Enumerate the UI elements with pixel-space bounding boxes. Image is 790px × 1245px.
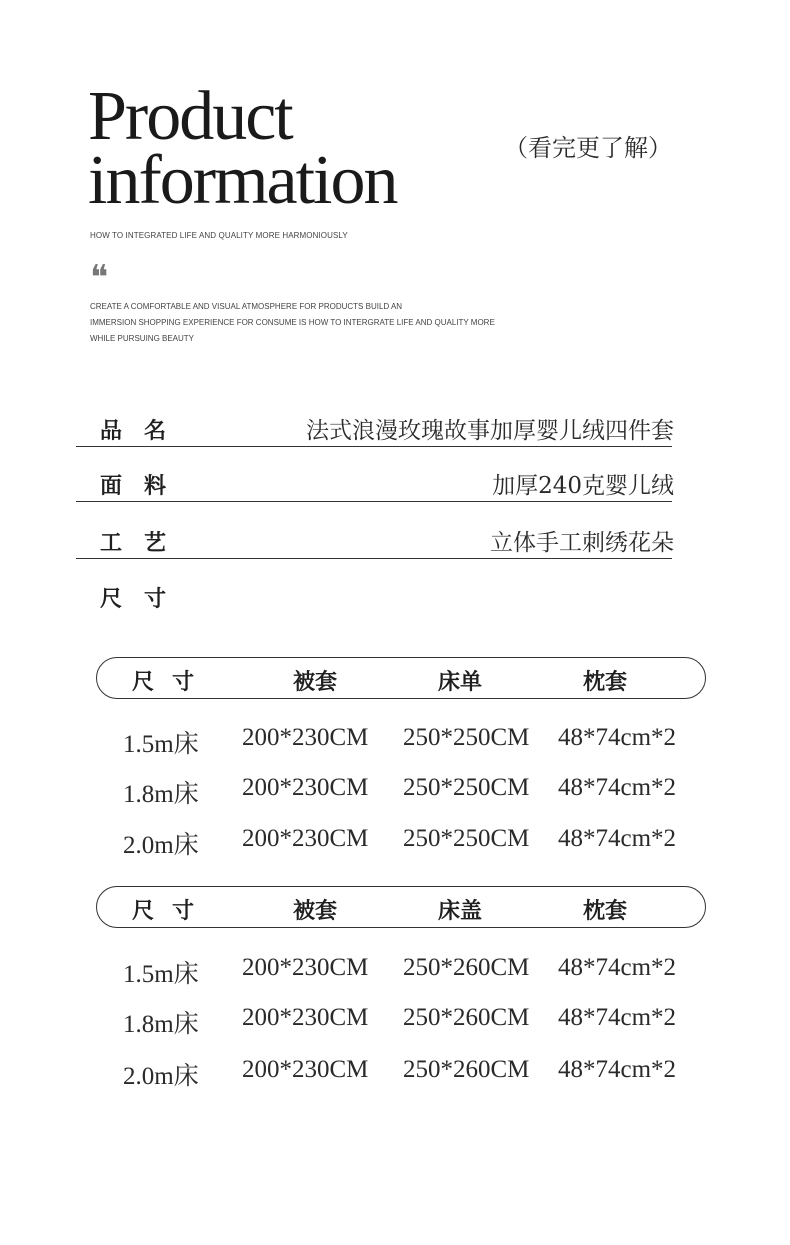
info-value: 法式浪漫玫瑰故事加厚婴儿绒四件套 xyxy=(306,418,674,444)
description-line: IMMERSION SHOPPING EXPERIENCE FOR CONSUME IS HOW TO INTERGRATE LIFE AND QUALITY MORE xyxy=(90,318,495,327)
description-line: CREATE A COMFORTABLE AND VISUAL ATMOSPHERE FOR PRODUCTS BUILD AN xyxy=(90,302,403,311)
read-more-hint: （看完更了解） xyxy=(504,134,672,162)
table-cell: 200*230CM xyxy=(242,954,369,981)
table-cell: 48*74cm*2 xyxy=(558,825,677,852)
info-label: 面料 xyxy=(100,474,189,499)
table-header-cell: 被套 xyxy=(292,899,338,924)
info-label: 品名 xyxy=(100,419,189,444)
table-cell: 200*230CM xyxy=(242,825,369,852)
size-table-header xyxy=(96,886,706,928)
info-row-name xyxy=(76,410,672,447)
table-cell: 48*74cm*2 xyxy=(558,1056,677,1083)
table-header-cell: 被套 xyxy=(292,670,338,695)
info-label: 尺寸 xyxy=(100,587,189,612)
table-cell: 1.8m床 xyxy=(123,781,199,808)
info-value: 立体手工刺绣花朵 xyxy=(490,530,674,556)
table-cell: 2.0m床 xyxy=(123,1063,199,1090)
table-cell: 200*230CM xyxy=(242,1056,369,1083)
table-cell: 200*230CM xyxy=(242,1004,369,1031)
table-cell: 250*260CM xyxy=(403,1004,530,1031)
size-table-header xyxy=(96,657,706,699)
table-cell: 200*230CM xyxy=(242,774,369,801)
table-cell: 200*230CM xyxy=(242,724,369,751)
table-row xyxy=(0,825,790,859)
table-cell: 1.8m床 xyxy=(123,1011,199,1038)
table-cell: 1.5m床 xyxy=(123,961,199,988)
info-row-fabric xyxy=(76,465,672,502)
table-cell: 250*250CM xyxy=(403,724,530,751)
table-header-cell: 枕套 xyxy=(582,670,628,695)
table-row xyxy=(0,954,790,988)
quote-icon: ❝ xyxy=(90,260,109,297)
table-cell: 2.0m床 xyxy=(123,832,199,859)
info-row-size xyxy=(76,578,672,614)
tagline: HOW TO INTEGRATED LIFE AND QUALITY MORE HARMONIOUSLY xyxy=(90,231,348,240)
table-cell: 48*74cm*2 xyxy=(558,954,677,981)
table-cell: 1.5m床 xyxy=(123,731,199,758)
table-cell: 250*250CM xyxy=(403,825,530,852)
table-cell: 250*250CM xyxy=(403,774,530,801)
title-information: information xyxy=(88,142,397,219)
table-row xyxy=(0,724,790,758)
info-label: 工艺 xyxy=(100,531,189,556)
info-value: 加厚240克婴儿绒 xyxy=(492,473,674,499)
table-header-cell: 尺寸 xyxy=(131,670,213,695)
table-row xyxy=(0,1056,790,1090)
table-cell: 48*74cm*2 xyxy=(558,774,677,801)
table-header-cell: 床盖 xyxy=(437,899,483,924)
table-cell: 48*74cm*2 xyxy=(558,724,677,751)
info-row-craft xyxy=(76,522,672,559)
table-row xyxy=(0,774,790,808)
table-cell: 48*74cm*2 xyxy=(558,1004,677,1031)
table-header-cell: 枕套 xyxy=(582,899,628,924)
description-line: WHILE PURSUING BEAUTY xyxy=(90,334,195,343)
title-product: Product xyxy=(88,78,292,155)
table-cell: 250*260CM xyxy=(403,1056,530,1083)
table-cell: 250*260CM xyxy=(403,954,530,981)
table-row xyxy=(0,1004,790,1038)
table-header-cell: 床单 xyxy=(437,670,483,695)
table-header-cell: 尺寸 xyxy=(131,899,213,924)
